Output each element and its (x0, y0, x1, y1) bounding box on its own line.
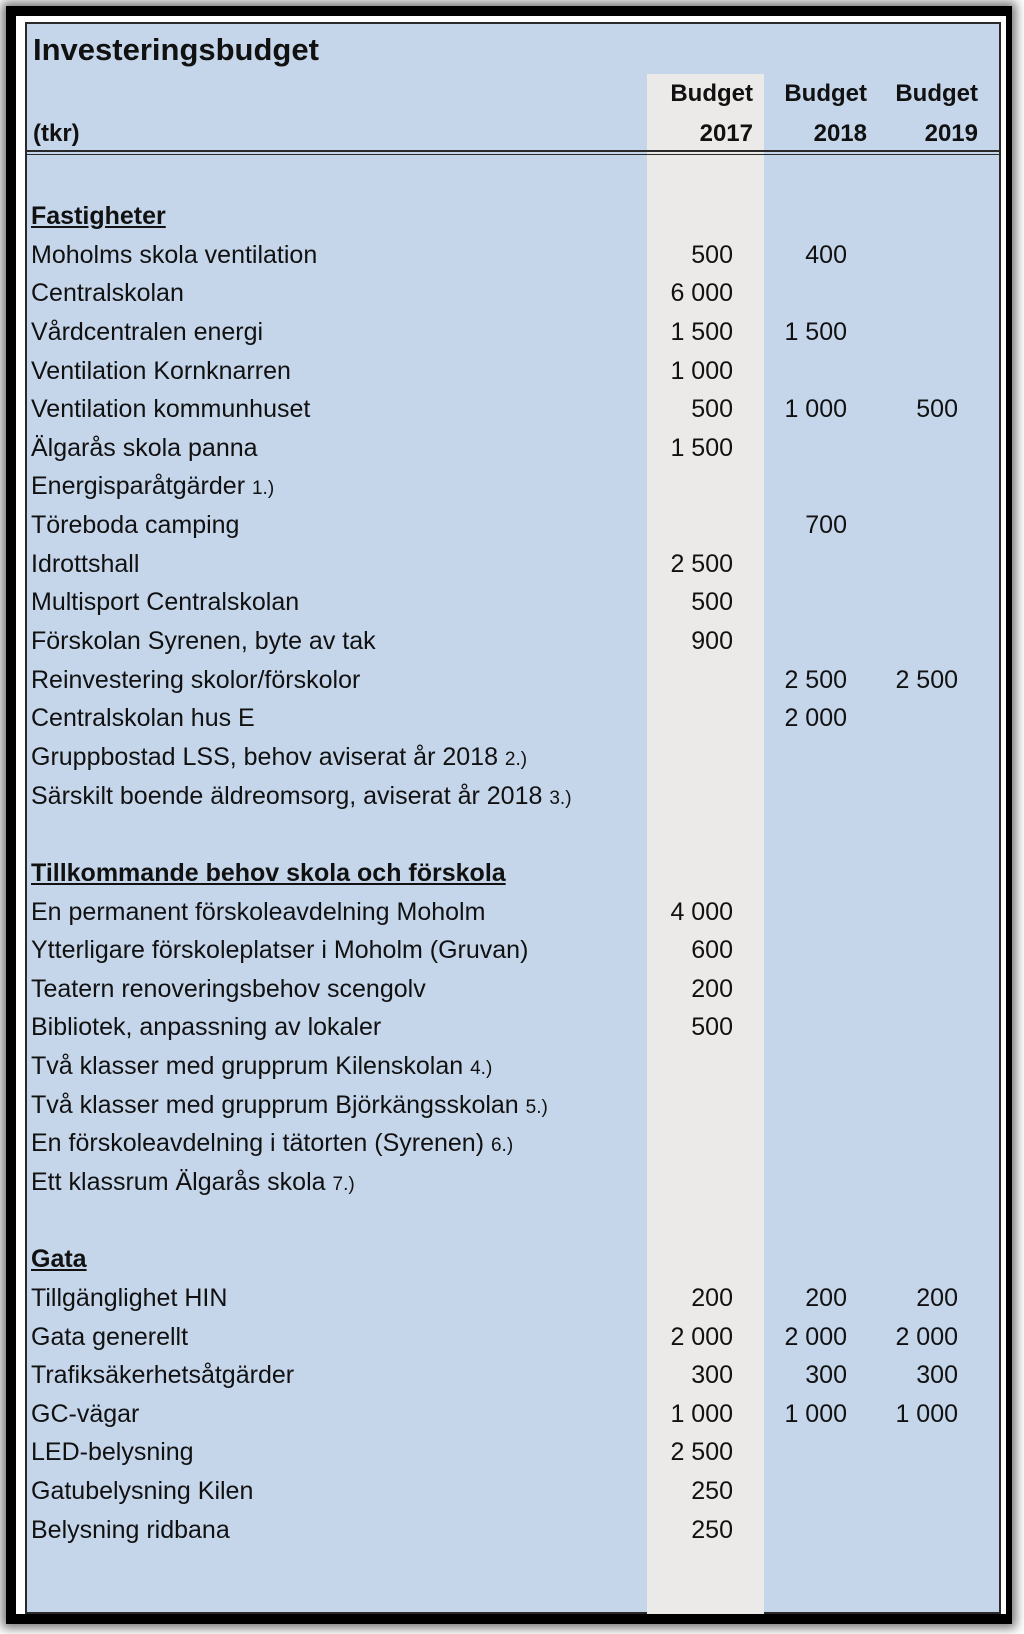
row-label (31, 1279, 227, 1317)
section-title (31, 197, 166, 235)
cell-2017: 500 (691, 240, 733, 269)
table-row (27, 1318, 999, 1356)
row-label (31, 1163, 355, 1204)
row-label (31, 1124, 513, 1165)
spacer-row (27, 1202, 999, 1240)
section-title (31, 854, 506, 892)
row-label (31, 931, 528, 969)
cell-2017: 250 (691, 1477, 733, 1506)
row-label (31, 622, 376, 660)
footnote-ref: 1.) (251, 478, 275, 500)
row-label-text: Ett klassrum Älgarås skola (31, 1168, 326, 1196)
row-label-text: Särskilt boende äldreomsorg, aviserat år 2018 (31, 781, 543, 810)
row-label-text: En förskoleavdelning i tätorten (Syrenen) (31, 1129, 485, 1158)
cell-2018: 1 000 (784, 1399, 847, 1428)
row-label (31, 390, 310, 428)
cell-2017: 1 000 (670, 356, 733, 385)
cell-2019: 1 000 (895, 1399, 958, 1428)
row-label (31, 893, 485, 931)
table-row (27, 699, 999, 737)
row-label (31, 699, 255, 737)
table-row (27, 1356, 999, 1394)
row-label-text: Bibliotek, anpassning av lokaler (31, 1013, 382, 1042)
row-label-text: Tillgänglighet HIN (31, 1283, 228, 1312)
footnote-ref: 3.) (549, 787, 572, 809)
table-row (27, 1124, 999, 1162)
row-label-text: Gata generellt (31, 1322, 189, 1351)
cell-2017: 1 000 (670, 1399, 733, 1428)
cell-2018: 700 (805, 511, 847, 540)
row-label-text: Multisport Centralskolan (31, 588, 300, 617)
spacer-row (27, 815, 999, 853)
table-row (27, 970, 999, 1008)
cell-2018: 300 (805, 1361, 847, 1390)
section-title (31, 1240, 87, 1278)
row-label-text: Centralskolan (31, 279, 184, 308)
row-label (31, 313, 263, 351)
row-label-text: Gruppbostad LSS, behov aviserat år 2018 (31, 742, 498, 771)
table-row (27, 236, 999, 274)
row-label-text: Två klasser med grupprum Björkängsskolan (31, 1090, 519, 1119)
row-label-text: Idrottshall (31, 549, 140, 578)
table-row (27, 1433, 999, 1471)
table-row (27, 1511, 999, 1549)
table-row (27, 352, 999, 390)
table-row (27, 1395, 999, 1433)
table-row (27, 1086, 999, 1124)
row-label-text: Teatern renoveringsbehov scengolv (31, 974, 426, 1003)
table-row (27, 583, 999, 621)
cell-2017: 6 000 (670, 279, 733, 308)
cell-2017: 2 500 (670, 549, 733, 578)
cell-2018: 400 (805, 240, 847, 269)
table-row (27, 661, 999, 699)
row-label-text: Moholms skola ventilation (31, 240, 318, 269)
cell-2019: 200 (916, 1283, 958, 1312)
row-label (31, 661, 360, 699)
table-row (27, 467, 999, 505)
cell-2017: 300 (691, 1361, 733, 1390)
section-heading-row (27, 854, 999, 892)
footnote-ref: 2.) (504, 748, 528, 770)
row-label-text: Två klasser med grupprum Kilenskolan (31, 1052, 464, 1081)
row-label (31, 777, 572, 818)
cell-2017: 500 (691, 395, 733, 424)
row-label (31, 1356, 294, 1394)
row-label (31, 1433, 194, 1471)
cell-2018: 200 (805, 1283, 847, 1312)
cell-2017: 200 (691, 1283, 733, 1312)
budget-table (25, 22, 1001, 1614)
cell-2017: 2 000 (670, 1322, 733, 1351)
row-label-text: Älgarås skola panna (31, 433, 258, 462)
row-label-text: Töreboda camping (31, 511, 240, 540)
row-label-text: Ventilation kommunhuset (31, 395, 311, 424)
row-label-text: Förskolan Syrenen, byte av tak (31, 627, 376, 656)
header-budget-2017-year: 2017 (699, 120, 753, 147)
table-row (27, 274, 999, 312)
footnote-ref: 6.) (490, 1135, 514, 1157)
cell-2019: 500 (916, 395, 958, 424)
cell-2017: 250 (691, 1515, 733, 1544)
row-label (31, 1047, 492, 1088)
cell-2019: 300 (916, 1361, 958, 1390)
table-row (27, 893, 999, 931)
cell-2017: 1 500 (670, 317, 733, 346)
row-label (31, 1318, 188, 1356)
row-label-text: GC-vägar (31, 1399, 140, 1428)
row-label (31, 467, 274, 508)
section-heading-row (27, 1240, 999, 1278)
footnote-ref: 4.) (470, 1058, 493, 1080)
table-row (27, 1008, 999, 1046)
table-row (27, 777, 999, 815)
header-budget-2018-line1: Budget (784, 80, 867, 107)
row-label (31, 1472, 253, 1510)
cell-2017: 2 500 (670, 1438, 733, 1467)
row-label (31, 274, 184, 312)
table-row (27, 738, 999, 776)
table-row (27, 506, 999, 544)
table-row (27, 545, 999, 583)
cell-2017: 1 500 (670, 433, 733, 462)
cell-2018: 2 000 (784, 704, 847, 733)
row-label (31, 583, 299, 621)
row-label-text: Gatubelysning Kilen (31, 1477, 254, 1506)
cell-2018: 1 500 (784, 317, 847, 346)
cell-2019: 2 000 (895, 1322, 958, 1351)
table-row (27, 390, 999, 428)
row-label-text: Gata (31, 1245, 87, 1274)
row-label (31, 970, 426, 1008)
row-label (31, 429, 258, 467)
header-divider (27, 150, 999, 155)
cell-2019: 2 500 (895, 665, 958, 694)
row-label-text: En permanent förskoleavdelning Moholm (31, 897, 486, 926)
row-label-text: Fastigheter (31, 202, 166, 230)
row-label-text: LED-belysning (31, 1438, 194, 1467)
header-budget-2017-line1: Budget (670, 80, 753, 107)
table-row (27, 313, 999, 351)
row-label (31, 738, 527, 779)
row-label-text: Centralskolan hus E (31, 704, 255, 733)
cell-2018: 1 000 (784, 395, 847, 424)
table-row (27, 622, 999, 660)
table-row (27, 429, 999, 467)
cell-2017: 200 (691, 974, 733, 1003)
table-row (27, 1163, 999, 1201)
row-label-text: Belysning ridbana (31, 1515, 230, 1544)
cell-2017: 900 (691, 627, 733, 656)
cell-2017: 600 (691, 936, 733, 965)
row-label (31, 506, 239, 544)
row-label-text: Energisparåtgärder (31, 472, 246, 501)
row-label-text: Reinvestering skolor/förskolor (31, 665, 361, 694)
row-label (31, 545, 139, 583)
header-budget-2018-year: 2018 (813, 120, 867, 147)
section-heading-row (27, 197, 999, 235)
cell-2017: 500 (691, 1013, 733, 1042)
table-title: Investeringsbudget (33, 32, 319, 67)
cell-2018: 2 000 (784, 1322, 847, 1351)
row-label-text: Tillkommande behov skola och förskola (31, 858, 506, 887)
table-row (27, 1279, 999, 1317)
row-label (31, 352, 291, 390)
row-label-text: Trafiksäkerhetsåtgärder (31, 1361, 295, 1390)
table-row (27, 1047, 999, 1085)
cell-2018: 2 500 (784, 665, 847, 694)
row-label (31, 236, 317, 274)
row-label-text: Vårdcentralen energi (31, 317, 264, 346)
row-label-text: Ytterligare förskoleplatser i Moholm (Gruvan) (31, 936, 529, 965)
header-budget-2019-year: 2019 (924, 120, 978, 147)
cell-2017: 4 000 (670, 897, 733, 926)
cell-2017: 500 (691, 588, 733, 617)
table-row (27, 1472, 999, 1510)
unit-label: (tkr) (33, 120, 80, 147)
header-budget-2019-line1: Budget (895, 80, 978, 107)
row-label-text: Ventilation Kornknarren (31, 356, 291, 385)
footnote-ref: 7.) (332, 1174, 355, 1195)
table-row (27, 931, 999, 969)
row-label (31, 1511, 230, 1549)
row-label (31, 1086, 548, 1127)
footnote-ref: 5.) (525, 1096, 548, 1118)
row-label (31, 1395, 139, 1433)
row-label (31, 1008, 381, 1046)
